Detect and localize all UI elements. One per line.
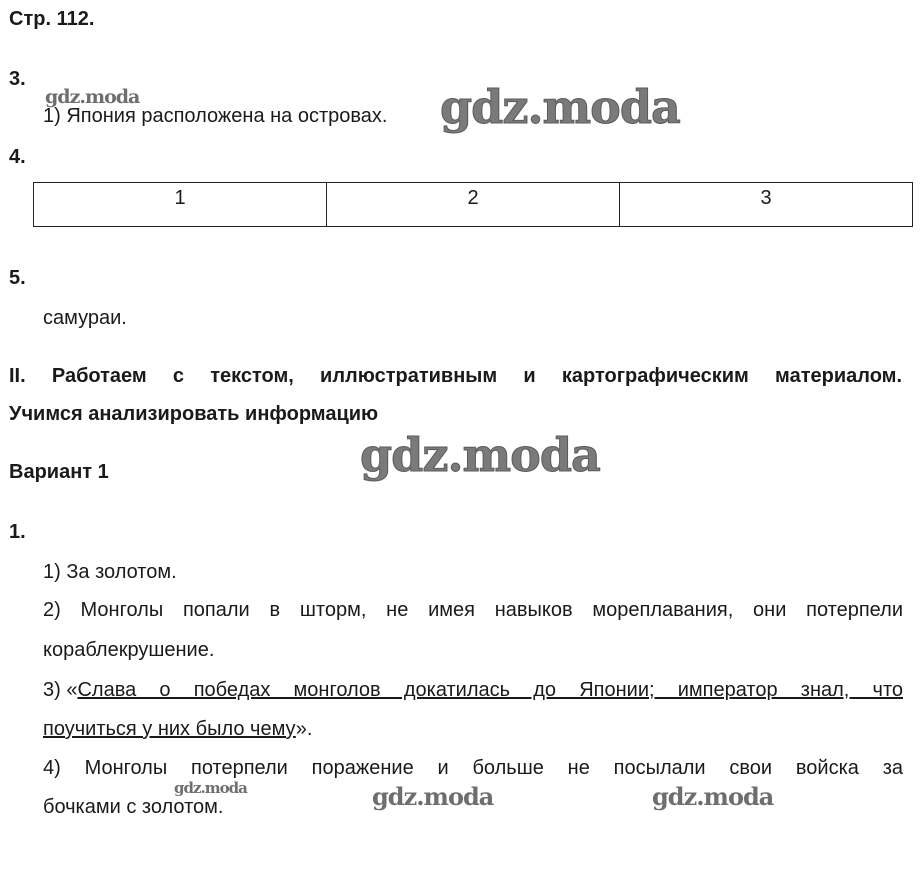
watermark: gdz.moda	[45, 86, 140, 108]
task-1-number: 1.	[9, 521, 26, 543]
watermark: gdz.moda	[372, 782, 494, 811]
section-heading-line-2: Учимся анализировать информацию	[9, 403, 379, 425]
task-1-answer-4-line-1: 4) Монголы потерпели поражение и больше не посылали свои войска за	[43, 757, 903, 779]
watermark: gdz.moda	[174, 779, 247, 797]
task-1-answer-4-line-2: бочками с золотом.	[43, 796, 224, 818]
quote-open: 3) «	[43, 679, 78, 701]
task-1-answer-3-line-1	[43, 679, 903, 702]
watermark-large: gdz.moda	[440, 80, 680, 134]
table-cell-2: 2	[327, 183, 620, 227]
answer-table	[33, 182, 913, 227]
page-number: Стр. 112.	[9, 8, 95, 30]
question-3-answer: 1) Япония расположена на островах.	[43, 105, 388, 127]
task-1-answer-1: 1) За золотом.	[43, 561, 177, 583]
question-5-answer: самураи.	[43, 307, 127, 329]
watermark: gdz.moda	[652, 782, 774, 811]
task-1-answer-2-line-1: 2) Монголы попали в шторм, не имея навыков мореплавания, они потерпели	[43, 599, 903, 621]
task-1-answer-3-line-2	[43, 718, 312, 741]
quote-close: ».	[295, 718, 313, 740]
task-1-answer-2-line-2: кораблекрушение.	[43, 639, 215, 661]
section-heading-line-1: II. Работаем с текстом, иллюстративным и картографическим материалом.	[9, 365, 902, 387]
underlined-quote-line-2: поучиться у них было чему	[43, 718, 296, 740]
question-5-number: 5.	[9, 267, 26, 289]
underlined-quote-line-1: Слава о победах монголов докатилась до Японии; император знал, что	[77, 679, 903, 701]
table-cell-1: 1	[34, 183, 327, 227]
table-row	[34, 183, 913, 227]
question-3-number: 3.	[9, 68, 26, 90]
watermark-large: gdz.moda	[360, 428, 600, 482]
question-4-number: 4.	[9, 146, 26, 168]
variant-heading: Вариант 1	[9, 461, 109, 483]
table-cell-3: 3	[620, 183, 913, 227]
